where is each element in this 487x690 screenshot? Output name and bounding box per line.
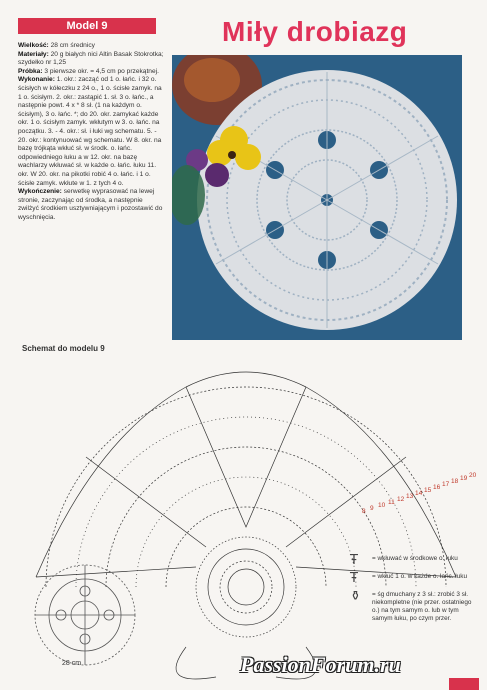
puff-stitch-icon: ⚱: [350, 589, 361, 604]
row-number: 18: [451, 478, 459, 485]
row-number: 15: [424, 487, 432, 494]
stitch-symbol-icon: Ŧ: [350, 553, 358, 568]
page-title: Miły drobiazg: [222, 16, 408, 47]
schema-title: Schemat do modelu 9: [22, 344, 105, 353]
legend-item: [350, 555, 480, 567]
instruction-execution: Wykonanie: 1. okr.: zacząć od 1 o. łańc. i 32 o. ścisłych w kółeczku z 24 o., 1 o. ścisłe zamyk. na 1 o. ścisłym. 2. okr.: zastąpić 1. sł. 3 o. łańc., a następnie powt. 4 x * 8 sł. (1 na każdym o. ścisłym), 3 o. łańc. *; do 20. okr. zamykać każde okr. 1 o. ścisłym zamyk. wkłutym w 3. o. łańc. na początku. 3. - 4. okr.: sł. i łuki wg schematu. 5. - 20. okr.: kontynuować wg schematu. W 8. okr. na bazę trójkąta wkłuć sł. w środk. o. łańc. odpowiedniego łuku a w 12. okr. na bazę wachlarzy wkłuwać sł. w każde o. łańc. łuku 11. okr. W 20. okr. na pikotki robić 4 o. łańc. i 1 o. ścisłe zamyk. wkłute w 1. z tych 4 o.: [18, 76, 162, 187]
instruction-sample: Próbka: 3 pierwsze okr. = 4,5 cm po przekątnej.: [18, 67, 159, 75]
size-diagram: [30, 560, 140, 670]
row-number: 8: [362, 508, 366, 515]
title-bar: [172, 16, 460, 50]
instructions: [18, 42, 164, 222]
row-number: 13: [406, 493, 414, 500]
row-number: 17: [442, 481, 450, 488]
row-number: 16: [433, 484, 441, 491]
row-number: 14: [415, 490, 423, 497]
legend-text: = wkłuć 1 o. w każde o. łańc. łuku: [372, 573, 468, 580]
model-label: Model 9: [18, 18, 156, 34]
size-label: 28 cm: [62, 660, 82, 667]
legend-text: = wkłuwać w środkowe o. łuku: [372, 555, 458, 562]
row-number: 9: [370, 505, 374, 512]
legend-item: [350, 573, 480, 585]
watermark: PassionForum.ru: [240, 652, 401, 677]
row-number: 11: [388, 499, 395, 506]
legend-item: [350, 591, 480, 623]
instruction-finishing: Wykończenie: serwetkę wyprasować na lewej stronie, zaczynając od środka, a następnie zwilżyć środkiem usztywniającym i pozostawić do wyschnięcia.: [18, 188, 163, 221]
legend-text: = śg dmuchany z 3 sł.: zrobić 3 sł. niekompletne (nie przer. ostatniego o.) na tym samym o. lub w tym samym łuku, po czym przer.: [372, 591, 472, 622]
legend: [350, 555, 480, 629]
row-number: 10: [378, 502, 386, 509]
corner-mark: [449, 678, 479, 690]
stitch-symbol-icon: Ŧ: [350, 571, 358, 586]
row-number: 19: [460, 475, 468, 482]
row-number: 20: [469, 472, 477, 479]
instruction-size: Wielkość: 28 cm średnicy: [18, 42, 95, 49]
instruction-materials: Materiały: 20 g białych nici Altin Basak Stokrotka; szydełko nr 1,25: [18, 50, 164, 67]
doily-photo-illustration: [172, 55, 462, 340]
doily-photo: [172, 55, 462, 340]
row-number: 12: [397, 496, 405, 503]
